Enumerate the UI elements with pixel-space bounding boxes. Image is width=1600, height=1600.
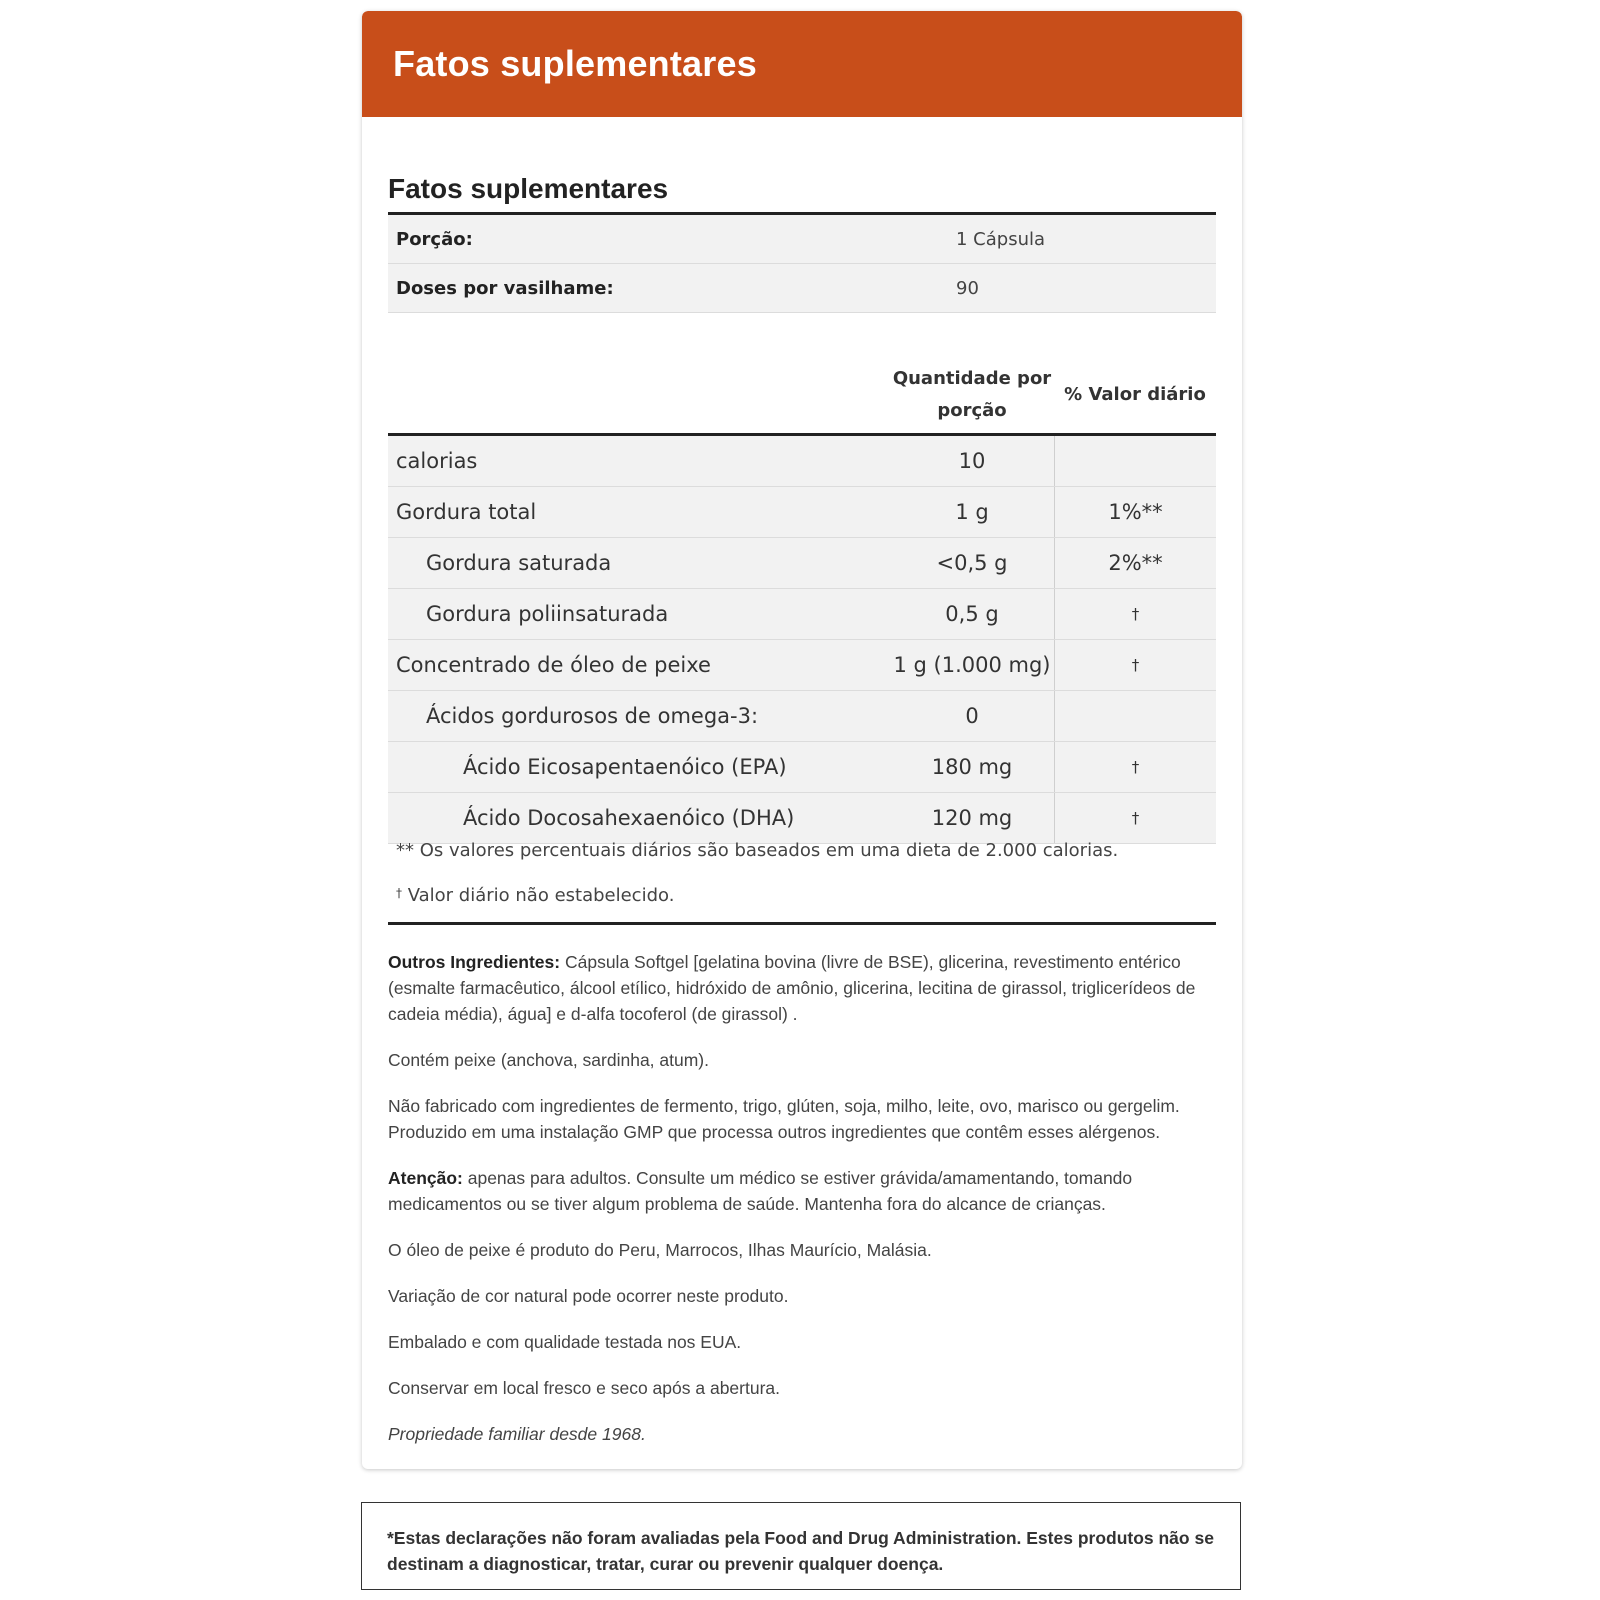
nutrient-amount: 1 g (1.000 mg) [893, 653, 1051, 677]
panel-bottom-rule [388, 922, 1216, 925]
other-ingredients-label: Outros Ingredientes: [388, 952, 561, 972]
contains-statement: Contém peixe (anchova, sardinha, atum). [388, 1050, 709, 1070]
nutrient-name: Gordura poliinsaturada [426, 602, 669, 626]
nutrient-daily-value [1054, 436, 1216, 486]
nutrient-amount: 10 [958, 449, 986, 473]
nutrient-table-header [388, 355, 1216, 436]
amount-header-line1: Quantidade por [892, 368, 1052, 389]
serving-size-label: Porção: [396, 228, 473, 250]
servings-per-container-value: 90 [956, 277, 979, 299]
nutrient-daily-value: 1%** [1054, 487, 1216, 537]
supplement-facts-card [362, 11, 1242, 1469]
nutrient-amount: 180 mg [931, 755, 1013, 779]
allergen-line-2: Produzido em uma instalação GMP que processa outros ingredientes que contêm esses alérgenos. [388, 1122, 1161, 1142]
nutrient-name: Ácido Docosahexaenóico (DHA) [463, 806, 795, 830]
servings-per-container-row [388, 264, 1216, 313]
nutrient-name: Ácido Eicosapentaenóico (EPA) [463, 755, 787, 779]
nutrient-amount: 120 mg [931, 806, 1013, 830]
nutrient-table-body [388, 436, 1216, 844]
nutrient-name: Ácidos gordurosos de omega-3: [426, 704, 759, 728]
product-notes [388, 949, 1216, 1467]
panel-title: Fatos suplementares [388, 173, 669, 204]
storage-statement: Conservar em local fresco e seco após a abertura. [388, 1378, 780, 1398]
amount-header-line2: porção [937, 400, 1007, 421]
table-row [388, 589, 1216, 640]
nutrient-daily-value: † [1054, 742, 1216, 792]
nutrient-amount: <0,5 g [936, 551, 1008, 575]
daily-value-footnote: ** Os valores percentuais diários são baseados em uma dieta de 2.000 calorias. [396, 840, 1119, 861]
dagger-footnote [396, 885, 674, 906]
origin-statement: O óleo de peixe é produto do Peru, Marrocos, Ilhas Maurício, Malásia. [388, 1240, 932, 1260]
other-ingredients-text: Cápsula Softgel [gelatina bovina (livre de BSE), glicerina, revestimento entérico (esmalte farmacêutico, álcool etílico, hidróxido de amônio, glicerina, lecitina de girassol, triglicerídeos de cadeia média), água] e d-alfa tocoferol (de girassol) . [388, 952, 1196, 1024]
card-header-title: Fatos suplementares [393, 43, 757, 84]
family-owned-statement [388, 1421, 1216, 1447]
daily-value-header: % Valor diário [1064, 383, 1206, 405]
nutrient-name: Gordura total [396, 500, 537, 524]
serving-table [388, 212, 1216, 313]
nutrient-daily-value: 2%** [1054, 538, 1216, 588]
card-header [362, 11, 1242, 117]
warning-text: apenas para adultos. Consulte um médico se estiver grávida/amamentando, tomando medicamentos ou se tiver algum problema de saúde. Mantenha fora do alcance de crianças. [388, 1168, 1133, 1214]
warning-label: Atenção: [388, 1168, 463, 1188]
nutrient-daily-value: † [1054, 793, 1216, 843]
nutrient-daily-value: † [1054, 589, 1216, 639]
dagger-symbol: † [396, 886, 402, 900]
table-row [388, 487, 1216, 538]
serving-size-value: 1 Cápsula [956, 228, 1046, 250]
nutrient-name: Concentrado de óleo de peixe [396, 653, 711, 677]
table-row [388, 691, 1216, 742]
nutrient-daily-value [1054, 691, 1216, 741]
table-row [388, 742, 1216, 793]
nutrient-daily-value: † [1054, 640, 1216, 690]
serving-size-row [388, 215, 1216, 264]
fda-disclaimer: *Estas declarações não foram avaliadas pela Food and Drug Administration. Estes produtos não se destinam a diagnosticar, tratar, curar ou prevenir qualquer doença. [361, 1502, 1241, 1590]
amount-per-serving-header [890, 355, 1054, 433]
nutrient-amount: 1 g [955, 500, 989, 524]
nutrient-name: Gordura saturada [426, 551, 612, 575]
nutrient-amount: 0 [965, 704, 979, 728]
packaging-statement: Embalado e com qualidade testada nos EUA. [388, 1332, 742, 1352]
table-row [388, 538, 1216, 589]
table-row [388, 793, 1216, 844]
allergen-statement [388, 1093, 1216, 1145]
table-row [388, 640, 1216, 691]
family-owned-text: Propriedade familiar desde 1968. [388, 1424, 646, 1444]
servings-per-container-label: Doses por vasilhame: [396, 277, 614, 299]
nutrient-name: calorias [396, 449, 478, 473]
nutrient-amount: 0,5 g [945, 602, 999, 626]
table-row [388, 436, 1216, 487]
color-variation-statement: Variação de cor natural pode ocorrer neste produto. [388, 1286, 789, 1306]
allergen-line-1: Não fabricado com ingredientes de fermento, trigo, glúten, soja, milho, leite, ovo, marisco ou gergelim. [388, 1096, 1180, 1116]
dagger-footnote-text: Valor diário não estabelecido. [402, 885, 675, 906]
other-ingredients [388, 949, 1216, 1027]
nutrient-name-header [388, 355, 890, 433]
warning-statement [388, 1165, 1216, 1217]
